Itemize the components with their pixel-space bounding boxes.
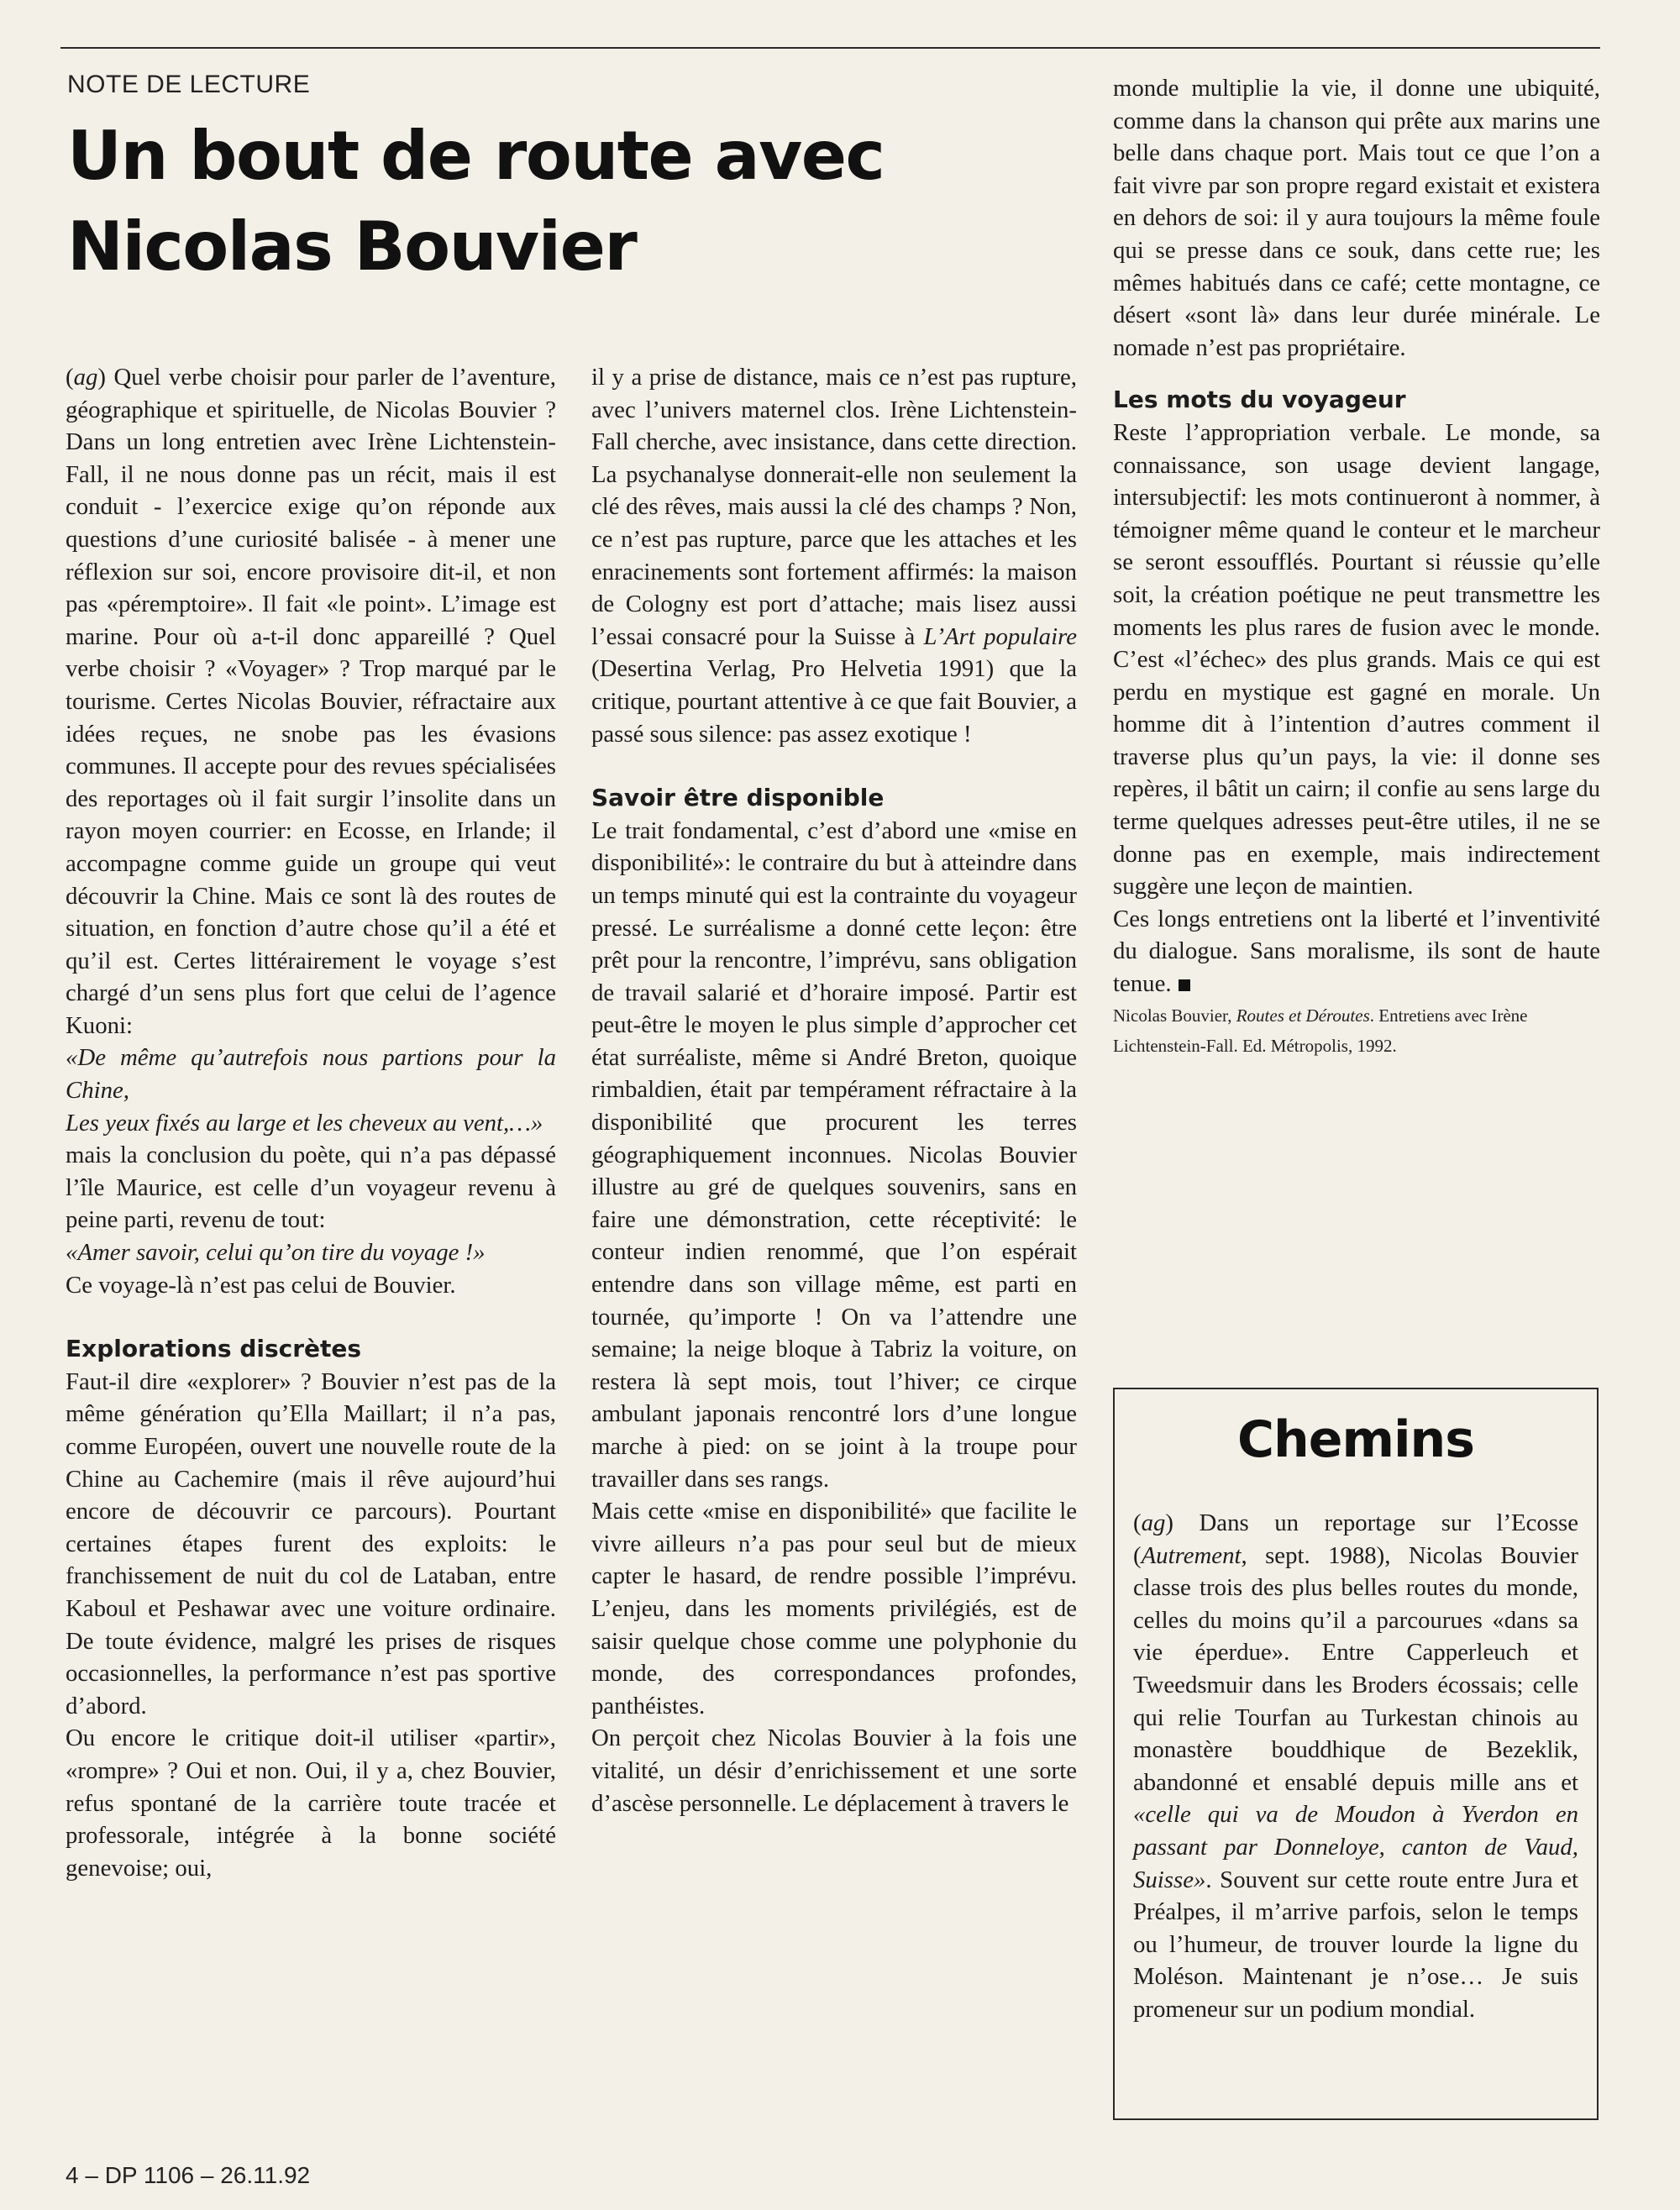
paragraph: (ag) Quel verbe choisir pour parler de l’aventure, géographique et spirituelle, de Nicolas Bouvier ? Dans un long entretien avec Irène Lichtenstein-Fall, il ne nous donne pas un récit, mais il est conduit - l’exercice exige qu’on réponde aux questions d’une curiosité balisée - à mener une réflexion sur soi, encore provisoire dit-il, et non pas «péremptoire». Il fait «le point». L’image est marine. Pour où a-t-il donc appareillé ? Quel verbe choisir ? «Voyager» ? Trop marqué par le tourisme. Certes Nicolas Bouvier, réfractaire aux idées reçues, ne snobe pas les évasions communes. Il accepte pour des revues spécialisées des reportages où il fait surgir l’insolite dans un rayon moyen courrier: en Ecosse, en Irlande; il accompagne comme guide un groupe qui veut découvrir la Chine. Mais ce sont là des routes de situation, en fonction d’autre chose qu’il a été et qu’il est. Certes littérairement le voyage s’est chargé d’un sens plus fort que celui de l’agence Kuoni: <box>66 364 556 1039</box>
author-initials: ag <box>73 364 98 391</box>
credit-author: Nicolas Bouvier, <box>1113 1005 1232 1026</box>
box-title: Chemins <box>1237 1410 1474 1469</box>
paragraph-text: (Desertina Verlag, Pro Helvetia 1991) que la critique, pourtant attentive à ce que fait Bouvier, a passé sous silence: pas assez exotique ! <box>591 655 1077 748</box>
paragraph: (ag) Dans un reportage sur l’Ecosse (Autrement, sept. 1988), Nicolas Bouvier classe trois des plus belles routes du monde, celles du moins qu’il a parcourues «dans sa vie éperdue». Entre Capperleuch et Tweedsmuir dans les Broders écossais; celle qui relie Tourfan au Turkestan chinois au monastère bouddhique de Bezeklik, abandonné et ensablé depuis mille ans et «celle qui va de Moudon à Yverdon en passant par Donneloye, canton de Vaud, Suisse». Souvent sur cette route entre Jura et Préalpes, il m’arrive parfois, selon le temps ou l’humeur, de trouver lourde la ligne du Moléson. Maintenant je n’ose… Je suis promeneur sur un podium mondial. <box>1133 1509 1578 2023</box>
paragraph-text: . Souvent sur cette route entre Jura et Préalpes, il m’arrive parfois, selon le temps ou l’humeur, de trouver lourde la ligne du Moléson. Maintenant je n’ose… Je suis promeneur sur un podium mondial. <box>1133 1866 1578 2023</box>
sidebar-box <box>1113 1388 1599 2120</box>
poem-quote <box>66 1236 556 1269</box>
poem-quote <box>66 1107 556 1140</box>
paragraph-text: Quel verbe choisir pour parler de l’aventure, géographique et spirituelle, de Nicolas Bouvier ? Dans un long entretien avec Irène Lichtenstein-Fall, il ne nous donne pas un récit, mais il est conduit - l’exercice exige qu’on réponde aux questions d’une curiosité balisée - à mener une réflexion sur soi, encore provisoire dit-il, et non pas «péremptoire». Il fait «le point». L’image est marine. Pour où a-t-il donc appareillé ? Quel verbe choisir ? «Voyager» ? Trop marqué par le tourisme. Certes Nicolas Bouvier, réfractaire aux idées reçues, ne snobe pas les évasions communes. Il accepte pour des revues spécialisées des reportages où il fait surgir l’insolite dans un rayon moyen courrier: en Ecosse, en Irlande; il accompagne comme guide un groupe qui veut découvrir la Chine. Mais ce sont là des routes de situation, en fonction d’autre chose qu’il a été et qu’il est. Certes littérairement le voyage s’est chargé d’un sens plus fort que celui de l’agence Kuoni: <box>66 364 556 1039</box>
poem-line: «De même qu’autrefois nous partions pour la Chine, <box>66 1044 556 1105</box>
paragraph <box>1113 903 1600 1000</box>
paragraph: On perçoit chez Nicolas Bouvier à la fois une vitalité, un désir d’enrichissement et une sorte d’ascèse personnelle. Le déplacement à travers le <box>591 1724 1077 1817</box>
column-3 <box>1113 72 1600 1061</box>
box-body <box>1133 1507 1578 2026</box>
paragraph-text: Ces longs entretiens ont la liberté et l’inventivité du dialogue. Sans moralisme, ils sont de haute tenue. <box>1113 905 1600 998</box>
poem-line: «Amer savoir, celui qu’on tire du voyage !» <box>66 1239 486 1267</box>
paragraph <box>591 361 1077 750</box>
column-2 <box>591 361 1077 1819</box>
poem-quote <box>66 1042 556 1106</box>
paragraph: Faut-il dire «explorer» ? Bouvier n’est pas de la même génération qu’Ella Maillart; il n’a pas, comme Européen, ouvert une nouvelle route de la Chine au Cachemire (mais il rêve aujourd’hui encore de découvrir ce parcours). Pourtant certaines étapes furent des exploits: le franchissement de nuit du col de Lataban, entre Kaboul et Peshawar avec une voiture ordinaire. De toute évidence, malgré les prises de risques occasionnelles, la performance n’est pas sportive d’abord. <box>66 1367 556 1719</box>
book-credit <box>1113 1000 1600 1061</box>
paragraph-text: il y a prise de distance, mais ce n’est pas rupture, avec l’univers maternel clos. Irène Lichtenstein-Fall cherche, avec insistance, dans cette direction. La psychanalyse donnerait-elle non seulement la clé des rêves, mais aussi la clé des champs ? Non, ce n’est pas rupture, parce que les attaches et les enracinements sont fortement affirmés: la maison de Cologny est port d’attache; mais lisez aussi l’essai consacré pour la Suisse à <box>591 364 1077 650</box>
paragraph-text: Dans un reportage sur l’Ecosse ( <box>1133 1509 1578 1569</box>
quoted-route: «celle qui va de Moudon à Yverdon en passant par Donneloye, canton de Vaud, Suisse» <box>1133 1801 1578 1893</box>
paragraph: Reste l’appropriation verbale. Le monde, sa connaissance, son usage devient langage, intersubjectif: les mots continueront à nommer, à témoigner même quand le conteur et le marcheur se seront essoufflés. Pourtant si réussie qu’elle soit, la création poétique ne peut transmettre les moments les plus rares de fusion avec le monde. C’est «l’échec» des plus grands. Mais ce qui est perdu en mystique est gagné en morale. Un homme dit à l’intention d’autres comment il traverse plus qu’un pays, la vie: il donne ses repères, il bâtit un cairn; il confie au sens large du terme quelques adresses peut-être utiles, il ne se donne pas en exemple, mais indirectement suggère une leçon de maintien. <box>1113 418 1600 900</box>
subheading-explorations: Explorations discrètes <box>66 1335 362 1363</box>
article-title: Un bout de route avec Nicolas Bouvier <box>67 117 885 286</box>
paragraph: Ce voyage-là n’est pas celui de Bouvier. <box>66 1271 456 1299</box>
end-mark-icon <box>1179 979 1190 991</box>
section-kicker: NOTE DE LECTURE <box>67 71 311 98</box>
credit-title: Routes et Déroutes <box>1236 1005 1370 1026</box>
top-rule <box>60 47 1600 49</box>
paragraph: Mais cette «mise en disponibilité» que facilite le vivre ailleurs n’a pas pour seul but de mieux capter le hasard, de rendre possible l’imprévu. L’enjeu, dans les moments privilégiés, est de saisir quelque chose comme une polyphonie du monde, des correspondances profondes, panthéistes. <box>591 1498 1077 1719</box>
paragraph: monde multiplie la vie, il donne une ubiquité, comme dans la chanson qui prête aux marins une belle dans chaque port. Mais tout ce que l’on a fait vivre par son propre regard existait et existera en dehors de soi: il y aura toujours la même foule qui se presse dans ce souk, dans cette rue; les mêmes habitués dans ce café; cette montagne, ce désert «sont là» dans leur durée minérale. Le nomade n’est pas propriétaire. <box>1113 75 1600 361</box>
paragraph: Ou encore le critique doit-il utiliser «partir», «rompre» ? Oui et non. Oui, il y a, chez Bouvier, refus spontané de la carrière toute tracée et professorale, intégrée à la bonne société genevoise; oui, <box>66 1724 556 1882</box>
subheading-mots: Les mots du voyageur <box>1113 386 1406 414</box>
credit-details: . Entretiens avec Irène Lichtenstein-Fall. Ed. Métropolis, 1992. <box>1113 1005 1528 1056</box>
magazine-title: Autrement <box>1141 1541 1242 1569</box>
paragraph: Le trait fondamental, c’est d’abord une «mise en disponibilité»: le contraire du but à atteindre dans un temps minuté qui est la contrainte du voyageur pressé. Le surréalisme a donné cette leçon: être prêt pour la rencontre, l’imprévu, sans obligation de travail salarié et d’horaire imposé. Partir est peut-être le moyen le plus simple d’approcher cet état surréaliste, même si André Breton, quoique rimbaldien, était par tempérament réfractaire à la disponibilité que procurent les terres géographiquement inconnues. Nicolas Bouvier illustre au gré de quelques souvenirs, sans en faire une démonstration, cette réceptivité: le conteur indien renommé, que l’on espérait entendre dans son village même, est parti en tournée, qu’importe ! On va l’attendre une semaine; la neige bloque à Tabriz la voiture, on restera là sept mois, tout l’hiver; ce cirque ambulant japonais rencontré lors d’une longue marche à pied: on se joint à la troupe pour travailler dans ses rangs. <box>591 816 1077 1493</box>
page-footer: 4 – DP 1106 – 26.11.92 <box>66 2162 311 2188</box>
author-initials: ag <box>1141 1509 1166 1536</box>
subheading-disponible: Savoir être disponible <box>591 784 885 812</box>
column-1 <box>66 361 556 1884</box>
book-title: L’Art populaire <box>923 622 1077 650</box>
poem-line: Les yeux fixés au large et les cheveux au vent,…» <box>66 1109 543 1136</box>
paragraph-text: , sept. 1988), Nicolas Bouvier classe trois des plus belles routes du monde, celles du moins qu’il a parcourues «dans sa vie éperdue». Entre Capperleuch et Tweedsmuir dans les Broders écossais; celle qui relie Tourfan au Turkestan chinois au monastère bouddhique de Bezeklik, abandonné et ensablé depuis mille ans et <box>1133 1541 1578 1796</box>
paragraph: mais la conclusion du poète, qui n’a pas dépassé l’île Maurice, est celle d’un voyageur revenu à peine parti, revenu de tout: <box>66 1142 556 1234</box>
